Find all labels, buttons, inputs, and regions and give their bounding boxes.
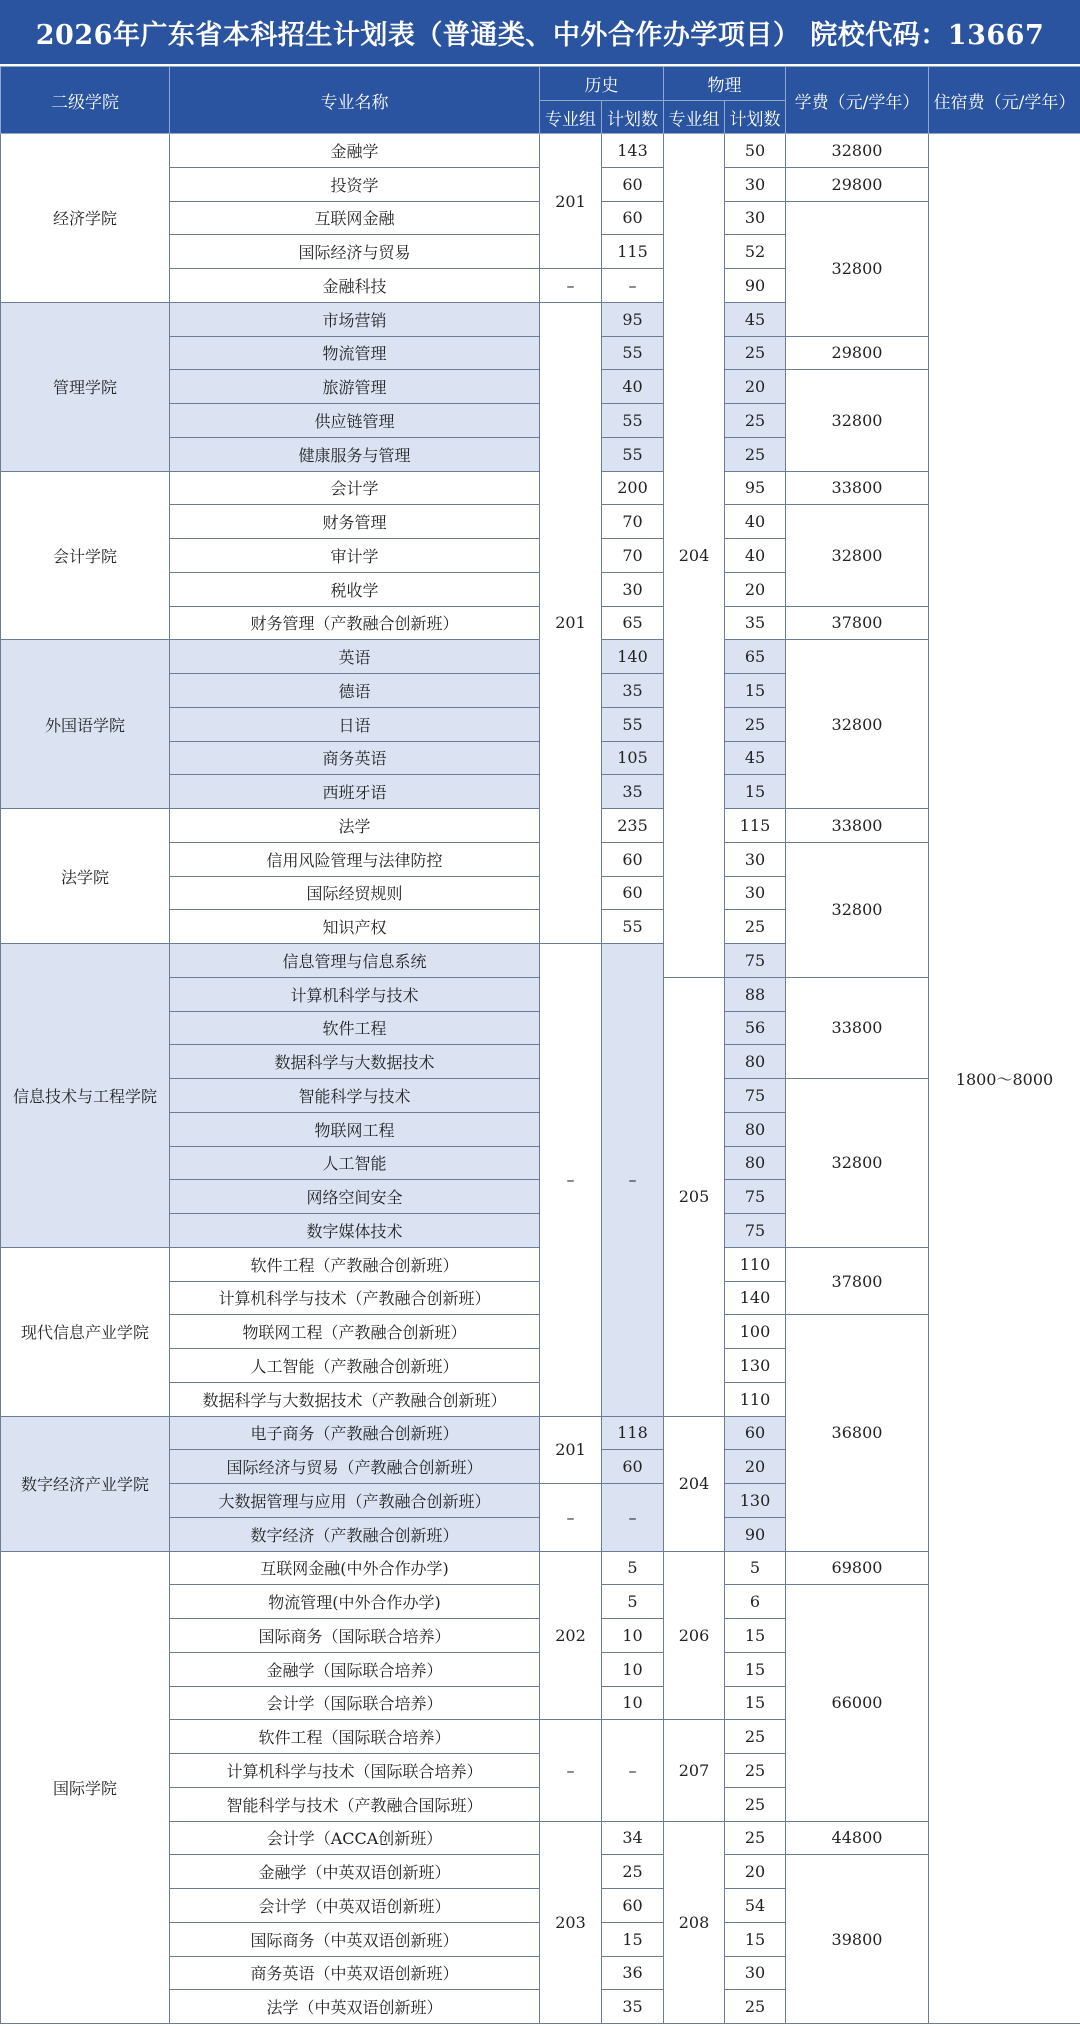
major-name: 商务英语 <box>170 741 540 775</box>
major-name: 网络空间安全 <box>170 1180 540 1214</box>
history-group: 203 <box>540 1821 602 2024</box>
history-plan: 235 <box>602 809 664 843</box>
history-plan: 60 <box>602 201 664 235</box>
enrollment-plan-table <box>0 66 1080 2024</box>
history-plan: – <box>602 1484 664 1552</box>
physics-plan: 60 <box>725 1416 786 1450</box>
major-name: 德语 <box>170 674 540 708</box>
history-plan: 143 <box>602 134 664 168</box>
physics-plan: 54 <box>725 1889 786 1923</box>
physics-plan: 5 <box>725 1551 786 1585</box>
history-plan: 36 <box>602 1956 664 1990</box>
physics-plan: 40 <box>725 505 786 539</box>
major-name: 大数据管理与应用（产教融合创新班） <box>170 1484 540 1518</box>
major-name: 国际商务（中英双语创新班） <box>170 1922 540 1956</box>
major-name: 知识产权 <box>170 910 540 944</box>
history-group: 202 <box>540 1551 602 1720</box>
tuition-fee: 33800 <box>786 471 929 505</box>
physics-plan: 25 <box>725 336 786 370</box>
physics-plan: 130 <box>725 1349 786 1383</box>
major-name: 软件工程（国际联合培养） <box>170 1720 540 1754</box>
physics-plan: 6 <box>725 1585 786 1619</box>
history-plan: 115 <box>602 235 664 269</box>
major-name: 数据科学与大数据技术（产教融合创新班） <box>170 1382 540 1416</box>
history-plan: 10 <box>602 1686 664 1720</box>
physics-group: 204 <box>664 134 725 978</box>
tuition-fee: 32800 <box>786 201 929 336</box>
major-name: 会计学（中英双语创新班） <box>170 1889 540 1923</box>
major-name: 数据科学与大数据技术 <box>170 1045 540 1079</box>
history-group: 201 <box>540 134 602 269</box>
physics-plan: 65 <box>725 640 786 674</box>
major-name: 国际经济与贸易（产教融合创新班） <box>170 1450 540 1484</box>
header-physics-group: 专业组 <box>664 101 725 134</box>
major-name: 物联网工程 <box>170 1112 540 1146</box>
physics-group: 205 <box>664 977 725 1416</box>
major-name: 数字经济（产教融合创新班） <box>170 1517 540 1551</box>
header-history-plan: 计划数 <box>602 101 664 134</box>
history-plan: 35 <box>602 674 664 708</box>
major-name: 商务英语（中英双语创新班） <box>170 1956 540 1990</box>
physics-group: 208 <box>664 1821 725 2024</box>
history-plan: 35 <box>602 775 664 809</box>
physics-plan: 20 <box>725 572 786 606</box>
history-plan: 55 <box>602 707 664 741</box>
history-plan: 55 <box>602 336 664 370</box>
tuition-fee: 32800 <box>786 640 929 809</box>
major-name: 旅游管理 <box>170 370 540 404</box>
header-major: 专业名称 <box>170 67 540 134</box>
table-body <box>1 134 1080 2024</box>
tuition-fee: 32800 <box>786 842 929 977</box>
tuition-fee: 32800 <box>786 505 929 606</box>
physics-group: 204 <box>664 1416 725 1551</box>
major-name: 软件工程（产教融合创新班） <box>170 1247 540 1281</box>
tuition-fee: 32800 <box>786 1079 929 1248</box>
physics-plan: 25 <box>725 1787 786 1821</box>
history-plan: 34 <box>602 1821 664 1855</box>
major-name: 健康服务与管理 <box>170 437 540 471</box>
physics-plan: 25 <box>725 1821 786 1855</box>
major-name: 英语 <box>170 640 540 674</box>
major-name: 市场营销 <box>170 302 540 336</box>
tuition-fee: 66000 <box>786 1585 929 1821</box>
college-name: 会计学院 <box>1 471 170 640</box>
major-name: 法学（中英双语创新班） <box>170 1990 540 2024</box>
history-plan: 140 <box>602 640 664 674</box>
major-name: 智能科学与技术 <box>170 1079 540 1113</box>
physics-plan: 15 <box>725 1686 786 1720</box>
history-plan: 60 <box>602 167 664 201</box>
major-name: 计算机科学与技术（国际联合培养） <box>170 1754 540 1788</box>
major-name: 电子商务（产教融合创新班） <box>170 1416 540 1450</box>
physics-plan: 25 <box>725 1720 786 1754</box>
tuition-fee: 37800 <box>786 1247 929 1315</box>
physics-plan: 110 <box>725 1382 786 1416</box>
table-row <box>1 1551 1080 1585</box>
history-plan: 40 <box>602 370 664 404</box>
history-plan: 30 <box>602 572 664 606</box>
history-group: – <box>540 944 602 1417</box>
college-name: 现代信息产业学院 <box>1 1247 170 1416</box>
major-name: 西班牙语 <box>170 775 540 809</box>
physics-plan: 140 <box>725 1281 786 1315</box>
college-name: 国际学院 <box>1 1551 170 2024</box>
header-history: 历史 <box>540 67 664 101</box>
tuition-fee: 29800 <box>786 167 929 201</box>
major-name: 财务管理（产教融合创新班） <box>170 606 540 640</box>
history-plan: 25 <box>602 1855 664 1889</box>
college-name: 经济学院 <box>1 134 170 303</box>
major-name: 软件工程 <box>170 1011 540 1045</box>
history-plan: 200 <box>602 471 664 505</box>
physics-plan: 110 <box>725 1247 786 1281</box>
major-name: 物联网工程（产教融合创新班） <box>170 1315 540 1349</box>
physics-plan: 20 <box>725 370 786 404</box>
major-name: 投资学 <box>170 167 540 201</box>
physics-plan: 25 <box>725 437 786 471</box>
major-name: 金融学 <box>170 134 540 168</box>
physics-plan: 15 <box>725 1619 786 1653</box>
major-name: 数字媒体技术 <box>170 1214 540 1248</box>
major-name: 会计学（ACCA创新班） <box>170 1821 540 1855</box>
physics-plan: 52 <box>725 235 786 269</box>
physics-plan: 75 <box>725 1214 786 1248</box>
physics-plan: 30 <box>725 201 786 235</box>
header-college: 二级学院 <box>1 67 170 134</box>
history-plan: 60 <box>602 876 664 910</box>
physics-plan: 25 <box>725 1754 786 1788</box>
physics-plan: 88 <box>725 977 786 1011</box>
physics-plan: 45 <box>725 302 786 336</box>
major-name: 互联网金融(中外合作办学) <box>170 1551 540 1585</box>
physics-plan: 30 <box>725 167 786 201</box>
history-plan: 35 <box>602 1990 664 2024</box>
history-plan: 15 <box>602 1922 664 1956</box>
physics-plan: 40 <box>725 539 786 573</box>
physics-group: 206 <box>664 1551 725 1720</box>
major-name: 计算机科学与技术（产教融合创新班） <box>170 1281 540 1315</box>
college-name: 法学院 <box>1 809 170 944</box>
header-physics-plan: 计划数 <box>725 101 786 134</box>
physics-plan: 95 <box>725 471 786 505</box>
major-name: 金融学（中英双语创新班） <box>170 1855 540 1889</box>
major-name: 信用风险管理与法律防控 <box>170 842 540 876</box>
tuition-fee: 37800 <box>786 606 929 640</box>
history-plan: – <box>602 1720 664 1821</box>
physics-plan: 20 <box>725 1855 786 1889</box>
major-name: 信息管理与信息系统 <box>170 944 540 978</box>
major-name: 人工智能（产教融合创新班） <box>170 1349 540 1383</box>
dorm-fee: 1800～8000 <box>929 134 1080 2024</box>
history-plan: 95 <box>602 302 664 336</box>
history-plan: 70 <box>602 539 664 573</box>
physics-plan: 90 <box>725 269 786 303</box>
major-name: 金融科技 <box>170 269 540 303</box>
history-plan: – <box>602 944 664 1417</box>
history-plan: 60 <box>602 842 664 876</box>
major-name: 物流管理 <box>170 336 540 370</box>
college-name: 管理学院 <box>1 302 170 471</box>
history-plan: 55 <box>602 910 664 944</box>
major-name: 国际商务（国际联合培养） <box>170 1619 540 1653</box>
physics-plan: 20 <box>725 1450 786 1484</box>
history-plan: 105 <box>602 741 664 775</box>
physics-plan: 80 <box>725 1112 786 1146</box>
major-name: 智能科学与技术（产教融合国际班） <box>170 1787 540 1821</box>
major-name: 国际经济与贸易 <box>170 235 540 269</box>
header-dorm: 住宿费（元/学年） <box>929 67 1080 134</box>
major-name: 物流管理(中外合作办学) <box>170 1585 540 1619</box>
major-name: 法学 <box>170 809 540 843</box>
physics-plan: 45 <box>725 741 786 775</box>
table-row <box>1 134 1080 168</box>
header-history-group: 专业组 <box>540 101 602 134</box>
history-group: 201 <box>540 302 602 943</box>
physics-plan: 100 <box>725 1315 786 1349</box>
tuition-fee: 33800 <box>786 809 929 843</box>
physics-plan: 80 <box>725 1045 786 1079</box>
history-plan: 60 <box>602 1889 664 1923</box>
physics-plan: 25 <box>725 1990 786 2024</box>
table-header <box>1 67 1080 134</box>
physics-plan: 25 <box>725 910 786 944</box>
major-name: 税收学 <box>170 572 540 606</box>
tuition-fee: 69800 <box>786 1551 929 1585</box>
physics-group: 207 <box>664 1720 725 1821</box>
tuition-fee: 32800 <box>786 370 929 471</box>
history-plan: 55 <box>602 437 664 471</box>
physics-plan: 115 <box>725 809 786 843</box>
history-plan: 60 <box>602 1450 664 1484</box>
physics-plan: 56 <box>725 1011 786 1045</box>
history-plan: 10 <box>602 1619 664 1653</box>
tuition-fee: 44800 <box>786 1821 929 1855</box>
history-plan: 10 <box>602 1652 664 1686</box>
physics-plan: 90 <box>725 1517 786 1551</box>
history-group: – <box>540 269 602 303</box>
major-name: 金融学（国际联合培养） <box>170 1652 540 1686</box>
history-group: – <box>540 1484 602 1552</box>
major-name: 供应链管理 <box>170 404 540 438</box>
major-name: 计算机科学与技术 <box>170 977 540 1011</box>
college-name: 信息技术与工程学院 <box>1 944 170 1248</box>
header-tuition: 学费（元/学年） <box>786 67 929 134</box>
major-name: 国际经贸规则 <box>170 876 540 910</box>
physics-plan: 15 <box>725 1652 786 1686</box>
physics-plan: 30 <box>725 1956 786 1990</box>
physics-plan: 30 <box>725 876 786 910</box>
history-plan: 65 <box>602 606 664 640</box>
physics-plan: 25 <box>725 404 786 438</box>
tuition-fee: 33800 <box>786 977 929 1078</box>
history-plan: 5 <box>602 1585 664 1619</box>
tuition-fee: 39800 <box>786 1855 929 2024</box>
college-name: 外国语学院 <box>1 640 170 809</box>
physics-plan: 25 <box>725 707 786 741</box>
header-physics: 物理 <box>664 67 786 101</box>
physics-plan: 30 <box>725 842 786 876</box>
history-plan: 70 <box>602 505 664 539</box>
physics-plan: 15 <box>725 1922 786 1956</box>
major-name: 审计学 <box>170 539 540 573</box>
history-plan: 55 <box>602 404 664 438</box>
tuition-fee: 32800 <box>786 134 929 168</box>
physics-plan: 75 <box>725 1079 786 1113</box>
physics-plan: 75 <box>725 944 786 978</box>
history-group: – <box>540 1720 602 1821</box>
major-name: 会计学 <box>170 471 540 505</box>
physics-plan: 130 <box>725 1484 786 1518</box>
college-name: 数字经济产业学院 <box>1 1416 170 1551</box>
major-name: 财务管理 <box>170 505 540 539</box>
physics-plan: 75 <box>725 1180 786 1214</box>
physics-plan: 35 <box>725 606 786 640</box>
major-name: 会计学（国际联合培养） <box>170 1686 540 1720</box>
physics-plan: 50 <box>725 134 786 168</box>
history-plan: 5 <box>602 1551 664 1585</box>
major-name: 日语 <box>170 707 540 741</box>
major-name: 人工智能 <box>170 1146 540 1180</box>
physics-plan: 15 <box>725 674 786 708</box>
physics-plan: 80 <box>725 1146 786 1180</box>
tuition-fee: 29800 <box>786 336 929 370</box>
page-title: 2026年广东省本科招生计划表（普通类、中外合作办学项目） 院校代码：13667 <box>0 0 1080 66</box>
major-name: 互联网金融 <box>170 201 540 235</box>
history-plan: 118 <box>602 1416 664 1450</box>
tuition-fee: 36800 <box>786 1315 929 1551</box>
history-plan: – <box>602 269 664 303</box>
history-group: 201 <box>540 1416 602 1484</box>
physics-plan: 15 <box>725 775 786 809</box>
